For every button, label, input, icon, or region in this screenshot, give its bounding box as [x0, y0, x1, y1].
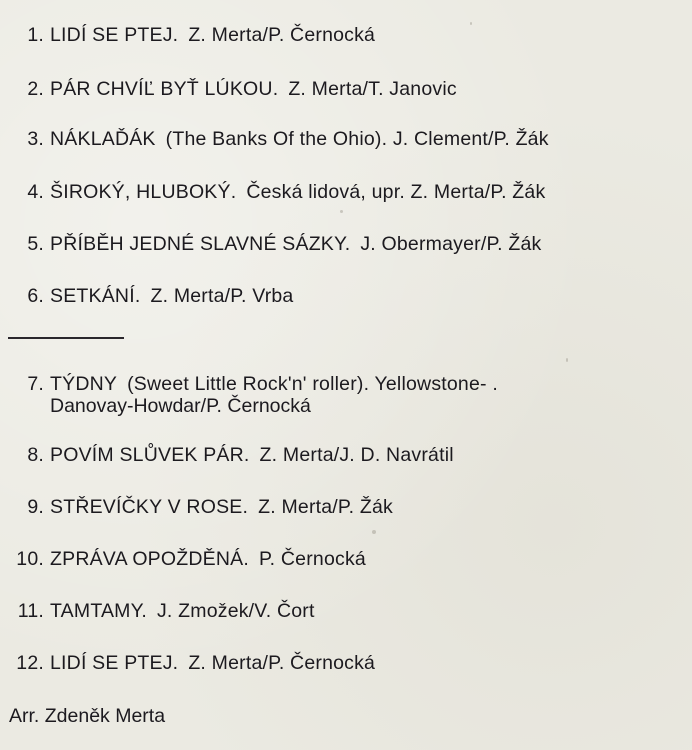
track-credit: J. Zmožek/V. Čort [156, 600, 315, 622]
track-number: 10. [16, 548, 44, 570]
track-8 [0, 443, 454, 467]
arranger-credit: Arr. Zdeněk Merta [9, 705, 166, 727]
track-number: 5. [27, 233, 44, 255]
track-11 [0, 599, 315, 623]
track-6 [0, 284, 293, 308]
track-title: ŠIROKÝ, HLUBOKÝ. [50, 181, 237, 203]
track-credit: Z. Merta/P. Černocká [188, 24, 376, 46]
track-12 [0, 651, 375, 675]
track-credit: Z. Merta/T. Janovic [288, 78, 457, 100]
track-title: TÝDNY [50, 373, 118, 395]
track-credit: J. Obermayer/P. Žák [360, 233, 542, 255]
track-5 [0, 232, 542, 256]
track-7-credit-continued: Danovay-Howdar/P. Černocká [50, 395, 311, 417]
track-10 [0, 547, 366, 571]
track-number: 1. [27, 24, 44, 46]
track-title: TAMTAMY. [50, 600, 147, 622]
track-title: SETKÁNÍ. [50, 285, 141, 307]
track-title: NÁKLAĎÁK [50, 128, 156, 150]
track-credit: Z. Merta/P. Černocká [188, 652, 376, 674]
track-credit: Z. Merta/P. Vrba [150, 285, 294, 307]
track-1 [0, 23, 375, 47]
track-credit: Z. Merta/J. D. Navrátil [259, 444, 454, 466]
track-7 [0, 372, 498, 396]
track-credit: (The Banks Of the Ohio). J. Clement/P. Žák [165, 128, 549, 150]
track-number: 4. [27, 181, 44, 203]
track-credit: Česká lidová, upr. Z. Merta/P. Žák [246, 181, 546, 203]
track-number: 7. [27, 373, 44, 395]
paper-speck [340, 210, 343, 213]
track-title: PŘÍBĚH JEDNÉ SLAVNÉ SÁZKY. [50, 233, 351, 255]
track-3 [0, 127, 549, 151]
track-title: LIDÍ SE PTEJ. [50, 24, 179, 46]
track-number: 6. [27, 285, 44, 307]
track-9 [0, 495, 393, 519]
track-number: 9. [27, 496, 44, 518]
track-4 [0, 180, 545, 204]
track-number: 8. [27, 444, 44, 466]
side-divider [8, 337, 124, 339]
track-2 [0, 77, 457, 101]
paper-speck [566, 358, 568, 362]
paper-speck [372, 530, 376, 534]
track-credit: P. Černocká [258, 548, 366, 570]
track-title: POVÍM SLŮVEK PÁR. [50, 444, 250, 466]
track-title: STŘEVÍČKY V ROSE. [50, 496, 249, 518]
track-credit: (Sweet Little Rock'n' roller). Yellowstone- . [127, 373, 498, 395]
track-number: 2. [27, 78, 44, 100]
track-title: PÁR CHVÍĽ BYŤ LÚKOU. [50, 78, 279, 100]
track-title: ZPRÁVA OPOŽDĚNÁ. [50, 548, 249, 570]
track-number: 12. [16, 652, 44, 674]
track-number: 3. [27, 128, 44, 150]
track-number: 11. [17, 600, 44, 622]
track-title: LIDÍ SE PTEJ. [50, 652, 179, 674]
paper-speck [470, 22, 472, 25]
track-credit: Z. Merta/P. Žák [258, 496, 393, 518]
